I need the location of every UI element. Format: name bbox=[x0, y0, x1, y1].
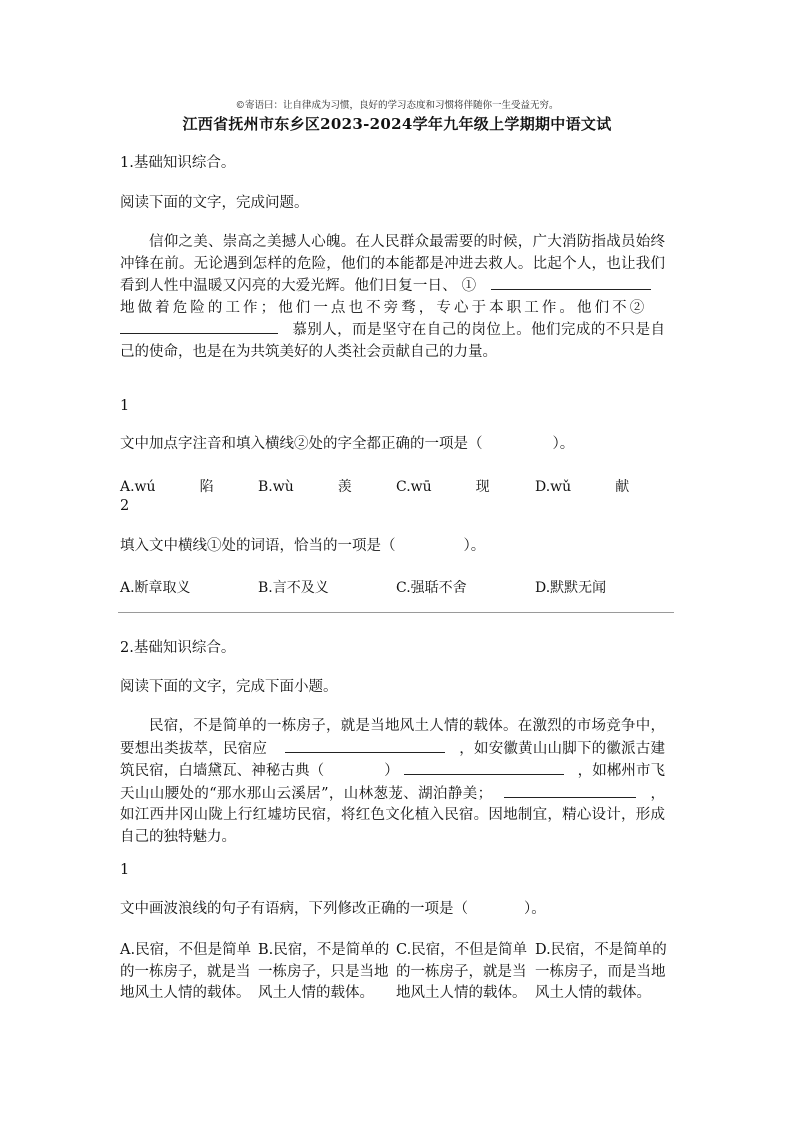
q2-sub1-stem-text: 文中画波浪线的句子有语病，下列修改正确的一项是（ bbox=[120, 901, 468, 917]
option-char: 陷 bbox=[199, 479, 214, 495]
q2-blank-1[interactable] bbox=[285, 738, 445, 753]
q1-passage-text-1: 信仰之美、崇高之美撼人心魄。在人民群众最需要的时候，广大消防指战员始终冲锋在前。无论遇到怎样的危险，他们的本能都是冲进去救人。比起个人，也让我们看到人性中温暖又闪亮的大爱光辉。他们日复一日、 bbox=[120, 234, 665, 294]
option-label: D.wǔ bbox=[535, 479, 572, 495]
q1-sub1-stem-end: ）。 bbox=[552, 436, 575, 452]
q2-passage-text-1: 民宿，不是简单的一栋房子，就是当地风土人情的载体。在激烈的市场竞争中，要想出类拔萃，民宿应 bbox=[120, 718, 665, 757]
q1-heading: 1.基础知识综合。 bbox=[120, 155, 236, 171]
q1-sub2-option-a[interactable]: A.断章取义 bbox=[120, 580, 191, 596]
q1-sub2-option-b[interactable]: B.言不及义 bbox=[258, 580, 329, 596]
q2-sub1-stem bbox=[120, 899, 546, 919]
q2-sub1-option-c[interactable]: C.民宿，不但是简单的一栋房子，就是当地风土人情的载体。 bbox=[396, 942, 528, 1001]
q1-blank-2[interactable] bbox=[120, 319, 278, 334]
q2-sub1-option-a[interactable]: A.民宿，不但是简单的一栋房子，就是当地风土人情的载体。 bbox=[120, 942, 252, 1001]
q1-sub1-option-c[interactable] bbox=[396, 476, 490, 496]
q2-blank-2[interactable] bbox=[404, 760, 564, 775]
q2-sub1-option-b[interactable]: B.民宿，不是简单的一栋房子，只是当地风土人情的载体。 bbox=[258, 942, 390, 1001]
q1-sub1-stem bbox=[120, 434, 574, 454]
q1-passage-text-3: 慕别人，而是坚守在自己的岗位上。他们完成的不只是自己的使命，也是在为共筑美好的人类社会贡献自己的力量。 bbox=[120, 322, 665, 360]
q1-sub2-option-d[interactable]: D.默默无闻 bbox=[535, 580, 607, 596]
q1-blank-marker-1: ① bbox=[461, 278, 477, 294]
motto-line: ©寄语曰：让自律成为习惯，良好的学习态度和习惯将伴随你一生受益无穷。 bbox=[235, 100, 559, 111]
q2-blank-3[interactable] bbox=[504, 783, 636, 798]
q1-passage-text-2: 地做着危险的工作；他们一点也不旁骛，专心于本职工作。他们不② bbox=[120, 299, 648, 316]
q1-sub1-option-d[interactable] bbox=[535, 476, 629, 496]
q1-sub1-number: 1 bbox=[120, 398, 130, 414]
q2-passage-text-3: ） bbox=[384, 763, 399, 779]
q2-sub1-stem-end: ）。 bbox=[524, 901, 546, 917]
q2-passage-text-2: ，如安徽黄山山脚下的徽派古建筑民宿，白墙黛瓦、神秘古典（ bbox=[120, 740, 666, 779]
option-char: 现 bbox=[475, 479, 490, 495]
option-char: 献 bbox=[615, 479, 630, 495]
option-label: A.wú bbox=[120, 479, 156, 495]
q1-sub2-stem-text: 填入文中横线①处的词语，恰当的一项是（ bbox=[120, 538, 396, 554]
q1-sub2-stem bbox=[120, 536, 485, 556]
q2-passage-text-5: ，如江西井冈山陇上行红墟坊民宿，将红色文化植入民宿。因地制宜，精心设计，形成自己的独特魅力。 bbox=[120, 785, 665, 845]
option-label: C.wū bbox=[396, 479, 432, 495]
q1-instruction: 阅读下面的文字，完成问题。 bbox=[120, 195, 309, 211]
q1-sub1-stem-text: 文中加点字注音和填入横线②处的字全都正确的一项是（ bbox=[120, 436, 483, 452]
q2-passage-text-4: ，如郴州市飞天山山腰处的“那水那山云溪居”，山林葱茏、湖泊静美； bbox=[120, 763, 666, 802]
option-label: B.wù bbox=[258, 479, 294, 495]
q1-sub2-stem-end: ）。 bbox=[463, 538, 486, 554]
section-divider bbox=[118, 612, 674, 613]
q2-sub1-option-d[interactable]: D.民宿，不是简单的一栋房子，而是当地风土人情的载体。 bbox=[535, 942, 667, 1001]
page-title: 江西省抚州市东乡区2023-2024学年九年级上学期期中语文试 bbox=[182, 115, 612, 133]
option-char: 羡 bbox=[337, 479, 352, 495]
q2-instruction: 阅读下面的文字，完成下面小题。 bbox=[120, 679, 338, 695]
q1-blank-1[interactable] bbox=[491, 275, 651, 290]
q1-sub2-number: 2 bbox=[120, 498, 130, 514]
q1-passage bbox=[120, 232, 665, 363]
q1-sub2-option-c[interactable]: C.强聒不舍 bbox=[396, 580, 467, 596]
q2-sub1-number: 1 bbox=[120, 862, 130, 878]
q1-sub1-option-b[interactable] bbox=[258, 476, 352, 496]
q1-sub1-option-a[interactable] bbox=[120, 476, 214, 496]
q2-heading: 2.基础知识综合。 bbox=[120, 640, 236, 656]
q2-passage bbox=[120, 716, 665, 848]
